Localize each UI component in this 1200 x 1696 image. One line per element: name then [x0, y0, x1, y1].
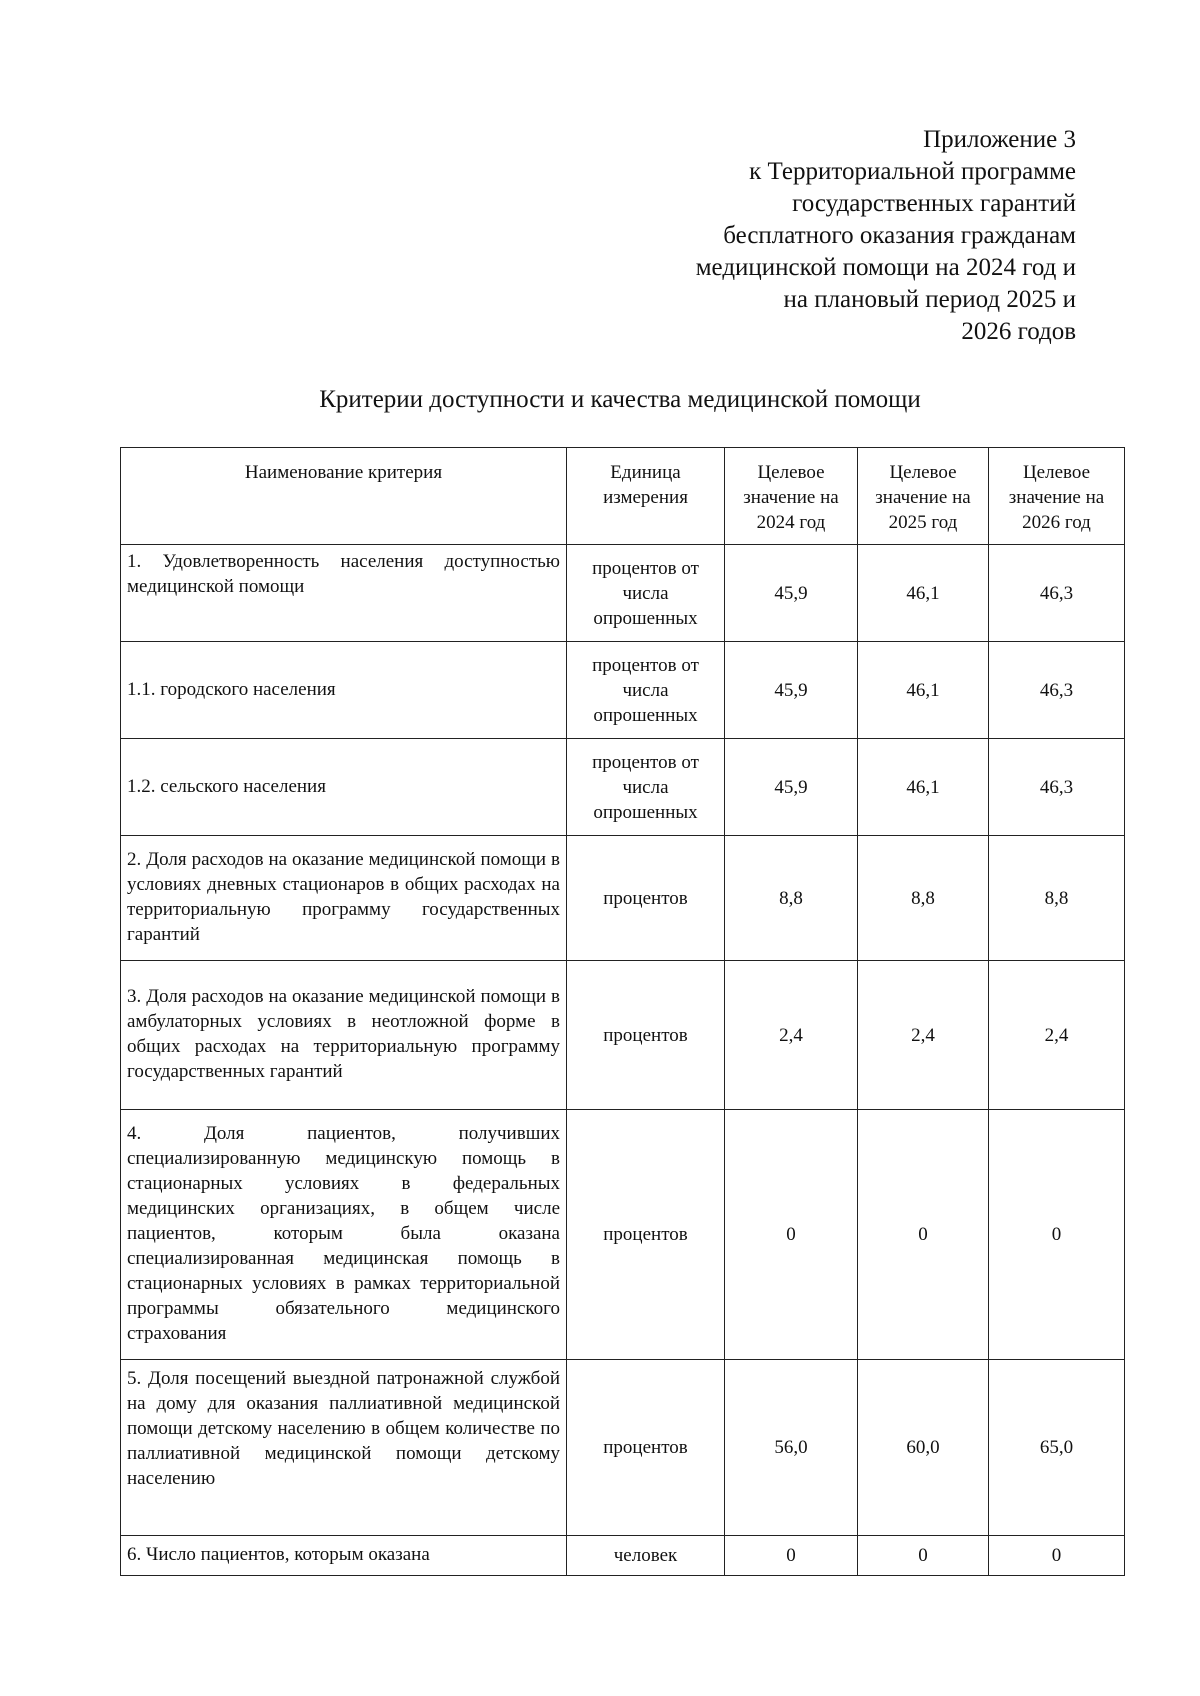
criterion-name: 2. Доля расходов на оказание медицинской помощи в условиях дневных стационаров в общих расходах на территориальную программу государственных гарантий [121, 836, 567, 961]
table-row [121, 1360, 1125, 1536]
value-2025: 8,8 [858, 836, 989, 961]
value-2026: 65,0 [989, 1360, 1125, 1536]
value-2026: 46,3 [989, 739, 1125, 836]
value-2024: 0 [725, 1110, 858, 1360]
value-2025: 46,1 [858, 739, 989, 836]
criterion-name: 1.2. сельского населения [121, 739, 567, 836]
criterion-name: 5. Доля посещений выездной патронажной службой на дому для оказания паллиативной медицинской помощи детскому населению в общем количестве по паллиативной медицинской помощи детскому населению [121, 1360, 567, 1536]
criterion-name: 1. Удовлетворенность населения доступностью медицинской помощи [121, 545, 567, 642]
value-2026: 0 [989, 1536, 1125, 1576]
appendix-header [696, 124, 1076, 348]
value-2024: 56,0 [725, 1360, 858, 1536]
criterion-name: 3. Доля расходов на оказание медицинской помощи в амбулаторных условиях в неотложной форме в общих расходах на территориальную программу государственных гарантий [121, 961, 567, 1110]
table-row [121, 1536, 1125, 1576]
document-title: Критерии доступности и качества медицинской помощи [319, 386, 921, 413]
value-2026: 8,8 [989, 836, 1125, 961]
header-line: на плановый период 2025 и [783, 286, 1076, 313]
header-2024: Целевое значение на 2024 год [725, 448, 858, 545]
criterion-unit: процентов [567, 1110, 725, 1360]
header-2026: Целевое значение на 2026 год [989, 448, 1125, 545]
value-2026: 46,3 [989, 642, 1125, 739]
criterion-unit: процентов [567, 836, 725, 961]
header-line: бесплатного оказания гражданам [723, 222, 1076, 249]
criterion-unit: процентов от числа опрошенных [567, 642, 725, 739]
criterion-name: 1.1. городского населения [121, 642, 567, 739]
value-2024: 2,4 [725, 961, 858, 1110]
table-row [121, 739, 1125, 836]
value-2025: 46,1 [858, 545, 989, 642]
criterion-name: 4. Доля пациентов, получивших специализированную медицинскую помощь в стационарных условиях в федеральных медицинских организациях, в общем числе пациентов, которым была оказана специализированная медицинская помощь в стационарных условиях в рамках территориальной программы обязательного медицинского страхования [121, 1110, 567, 1360]
value-2025: 2,4 [858, 961, 989, 1110]
header-line: Приложение 3 [923, 126, 1076, 153]
value-2025: 0 [858, 1536, 989, 1576]
header-2025: Целевое значение на 2025 год [858, 448, 989, 545]
header-line: медицинской помощи на 2024 год и [695, 254, 1076, 281]
table-header-row [121, 448, 1125, 545]
criterion-unit: процентов [567, 1360, 725, 1536]
value-2024: 45,9 [725, 545, 858, 642]
criterion-unit: процентов от числа опрошенных [567, 545, 725, 642]
value-2025: 0 [858, 1110, 989, 1360]
header-line: государственных гарантий [792, 190, 1076, 217]
table-row [121, 961, 1125, 1110]
value-2025: 46,1 [858, 642, 989, 739]
header-unit: Единица измерения [567, 448, 725, 545]
criterion-unit: процентов [567, 961, 725, 1110]
criterion-name: 6. Число пациентов, которым оказана [121, 1536, 567, 1576]
header-line: 2026 годов [961, 318, 1076, 345]
criterion-unit: человек [567, 1536, 725, 1576]
value-2026: 46,3 [989, 545, 1125, 642]
criterion-unit: процентов от числа опрошенных [567, 739, 725, 836]
value-2026: 2,4 [989, 961, 1125, 1110]
value-2026: 0 [989, 1110, 1125, 1360]
table-row [121, 642, 1125, 739]
table-row [121, 545, 1125, 642]
value-2025: 60,0 [858, 1360, 989, 1536]
value-2024: 8,8 [725, 836, 858, 961]
value-2024: 45,9 [725, 739, 858, 836]
header-line: к Территориальной программе [749, 158, 1076, 185]
header-name: Наименование критерия [121, 448, 567, 545]
table-row [121, 836, 1125, 961]
value-2024: 0 [725, 1536, 858, 1576]
criteria-table [120, 447, 1125, 1576]
table-row [121, 1110, 1125, 1360]
value-2024: 45,9 [725, 642, 858, 739]
